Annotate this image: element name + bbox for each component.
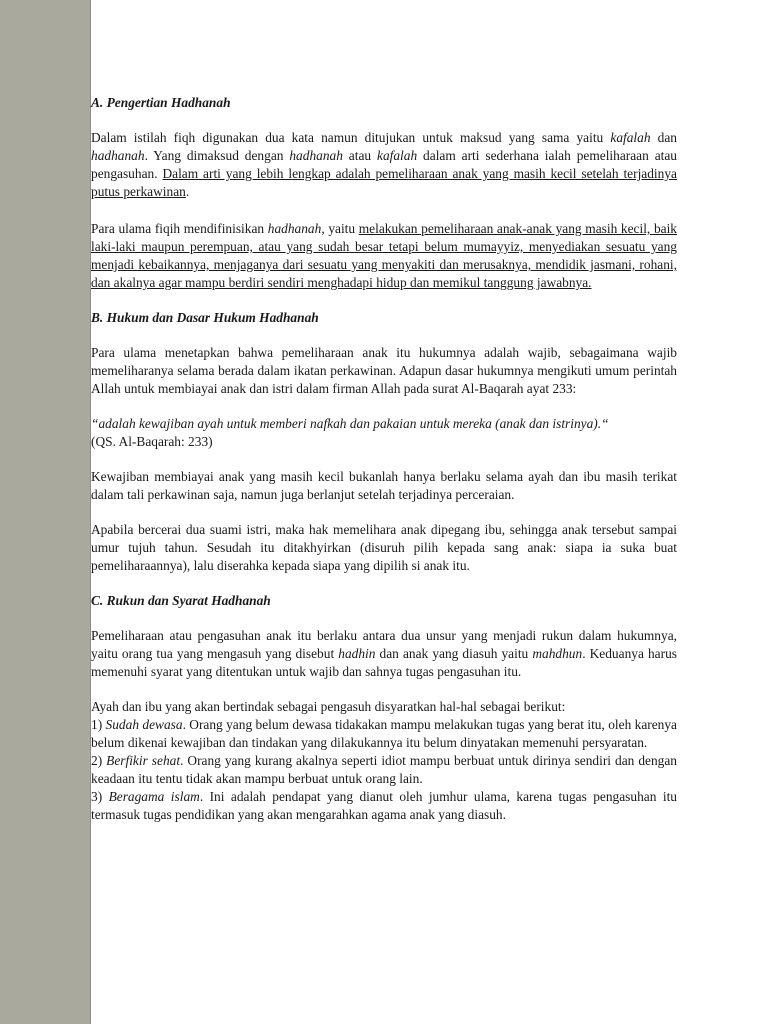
text-run: , yaitu <box>321 221 359 236</box>
quran-quote-reference: (QS. Al-Baqarah: 233) <box>91 434 213 449</box>
item-text: . Orang yang belum dewasa tidakakan mampu melakukan tugas yang berat itu, oleh karenya belum dikenai kewajiban dan tindakan yang dilakukannya itu belum dinyatakan memenuhi persyaratan. <box>91 717 678 750</box>
document-page <box>91 0 768 1024</box>
section-a-heading: A. Pengertian Hadhanah <box>91 95 231 110</box>
term-kafalah: kafalah <box>610 130 651 145</box>
item-text: . Ini adalah pendapat yang dianut oleh jumhur ulama, karena tugas pengasuhan itu termasuk tugas pendidikan yang akan mengarahkan agama anak yang diasuh. <box>91 789 677 822</box>
section-a-paragraph-1 <box>91 129 677 201</box>
term-hadhanah: hadhanah <box>289 148 343 163</box>
item-label: Sudah dewasa <box>105 717 183 732</box>
document-left-margin <box>0 0 91 1024</box>
text-run: Dalam istilah fiqh digunakan dua kata namun ditujukan untuk maksud yang sama yaitu <box>91 130 611 145</box>
term-hadhanah: hadhanah <box>91 148 145 163</box>
section-b-paragraph-3: Apabila bercerai dua suami istri, maka hak memelihara anak dipegang ibu, sehingga anak tersebut sampai umur tujuh tahun. Sesudah itu ditakhyirkan (disuruh pilih kepada sang anak: siapa ia suka buat pemeliharaannya), lalu diserahka kepada siapa yang dipilih si anak itu. <box>91 522 677 573</box>
requirement-item <box>91 752 677 788</box>
section-c-paragraph-2: Ayah dan ibu yang akan bertindak sebagai pengasuh disyaratkan hal-hal sebagai berikut: <box>91 699 566 714</box>
text-run: Para ulama fiqih mendifinisikan <box>91 221 268 236</box>
item-number: 3) <box>91 789 109 804</box>
item-label: Berfikir sehat <box>106 753 181 768</box>
text-run: atau <box>342 148 377 163</box>
section-b-heading: B. Hukum dan Dasar Hukum Hadhanah <box>91 310 319 325</box>
text-run: . <box>185 184 190 199</box>
requirement-item <box>91 788 677 824</box>
text-run: dan <box>650 130 677 145</box>
item-number: 2) <box>91 753 107 768</box>
quran-quote: “adalah kewajiban ayah untuk memberi nafkah dan pakaian untuk mereka (anak dan istrinya).“ <box>91 416 609 431</box>
document-content <box>91 94 677 824</box>
requirement-item <box>91 716 677 752</box>
term-mahdhun: mahdhun <box>532 646 583 661</box>
underlined-definition: Dalam arti yang lebih lengkap adalah pemeliharaan anak yang masih kecil setelah terjadinya putus perkawinan <box>91 166 677 199</box>
term-hadhin: hadhin <box>338 646 376 661</box>
text-run: dalam arti sederhana ialah pemeliharaan atau pengasuhan. <box>91 148 678 181</box>
item-text: . Orang yang kurang akalnya seperti idiot mampu berbuat untuk dirinya sendiri dan dengan keadaan itu tentu tidak akan mampu berbuat untuk orang lain. <box>91 753 677 786</box>
section-b-paragraph-2: Kewajiban membiayai anak yang masih kecil bukanlah hanya berlaku selama ayah dan ibu masih terikat dalam tali perkawinan saja, namun juga berlanjut setelah terjadinya perceraian. <box>91 469 677 502</box>
text-run: dan anak yang diasuh yaitu <box>375 646 533 661</box>
section-b-paragraph-1: Para ulama menetapkan bahwa pemeliharaan anak itu hukumnya adalah wajib, sebagaimana wajib memeliharanya selama berada dalam ikatan perkawinan. Adapun dasar hukumnya mengikuti umum perintah Allah untuk membiayai anak dan istri dalam firman Allah pada surat Al-Baqarah ayat 233: <box>91 345 677 396</box>
item-number: 1) <box>91 717 106 732</box>
item-label: Beragama islam <box>108 789 200 804</box>
term-hadhanah: hadhanah <box>267 221 322 236</box>
quran-quote-block <box>91 415 677 451</box>
section-c-heading: C. Rukun dan Syarat Hadhanah <box>91 593 271 608</box>
section-c-paragraph-1 <box>91 627 677 681</box>
text-run: . Yang dimaksud dengan <box>144 148 290 163</box>
term-kafalah: kafalah <box>377 148 418 163</box>
section-a-paragraph-2 <box>91 220 677 292</box>
requirements-list <box>91 716 677 824</box>
underlined-definition: melakukan pemeliharaan anak-anak yang masih kecil, baik laki-laki maupun perempuan, atau yang sudah besar tetapi belum mumayyiz, menyediakan sesuatu yang menjadi kebaikannya, menjaganya dari sesuatu yang menyakiti dan merusaknya, mendidik jasmani, rohani, dan akalnya agar mampu berdiri sendiri menghadapi hidup dan memikul tanggung jawabnya. <box>91 221 677 290</box>
text-run: . Keduanya harus memenuhi syarat yang ditentukan untuk wajib dan sahnya tugas pengasuhan itu. <box>91 646 677 679</box>
text-run: Pemeliharaan atau pengasuhan anak itu berlaku antara dua unsur yang menjadi rukun dalam hukumnya, yaitu orang tua yang mengasuh yang disebut <box>91 628 677 661</box>
